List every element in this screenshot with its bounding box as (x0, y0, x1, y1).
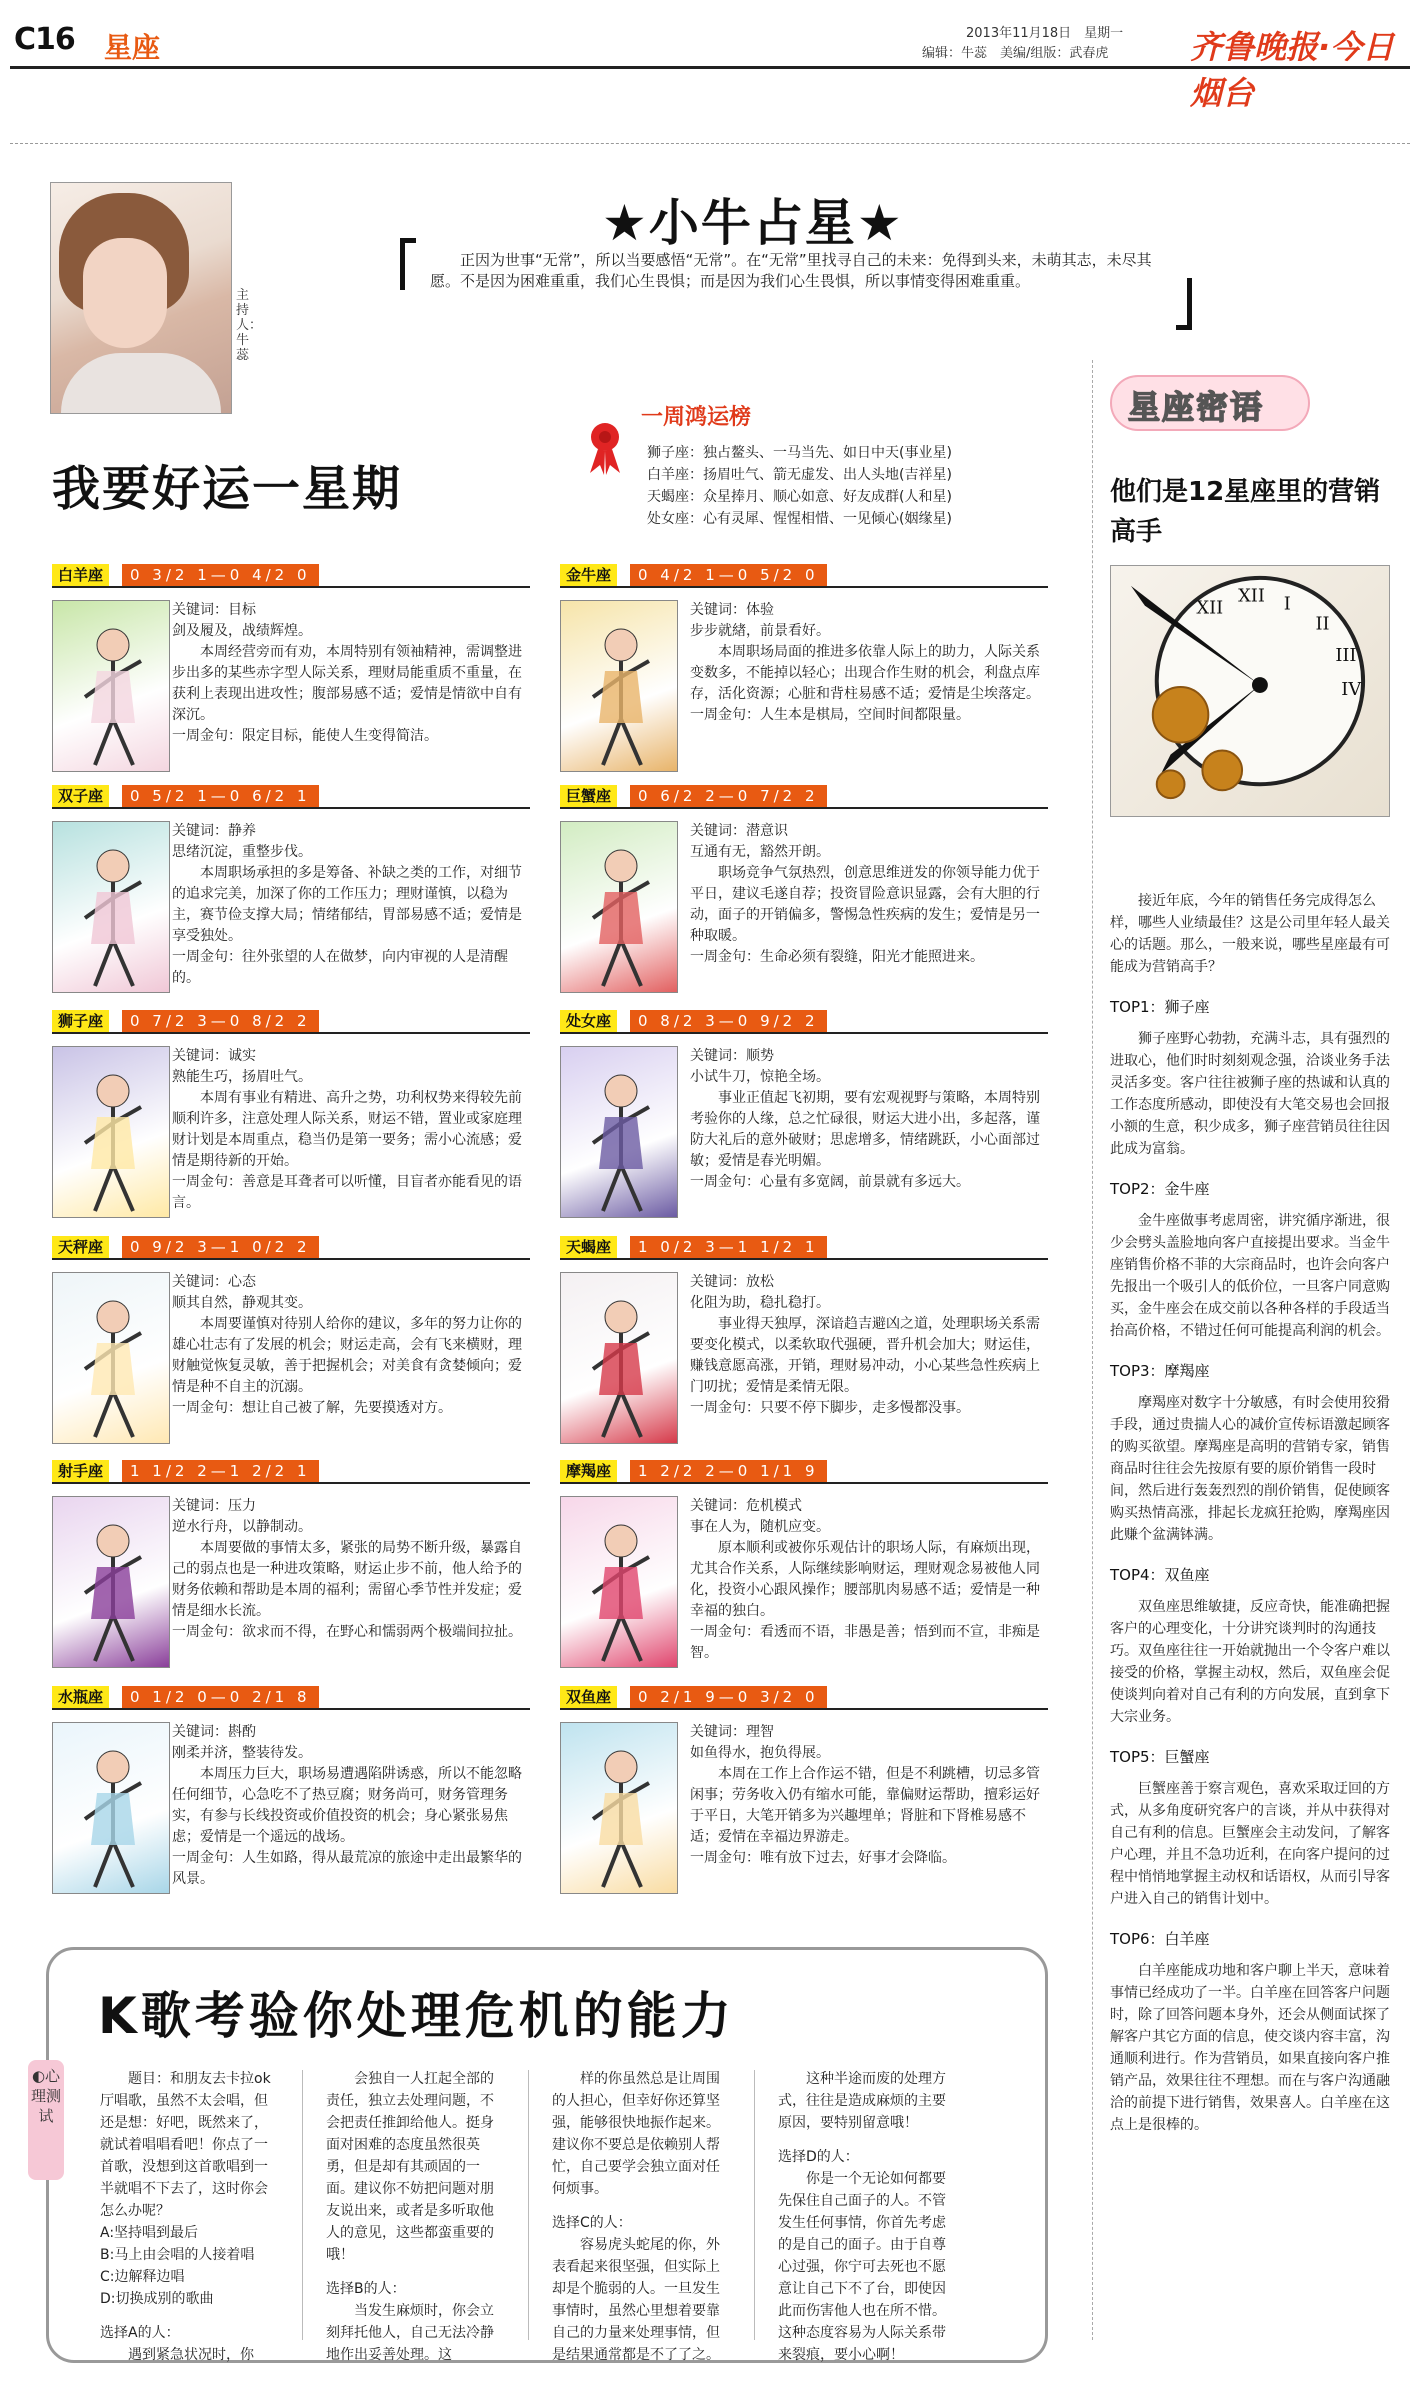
sign-keyword: 关键词：放松 (690, 1274, 774, 1290)
top-rank-title: TOP1：狮子座 (1110, 998, 1210, 1016)
ksong-paragraph: 样的你虽然总是让周围的人担心，但幸好你还算坚强，能够很快地振作起来。建议你不要总是依赖别人帮忙，自己要学会独立面对任何烦事。 (552, 2071, 720, 2197)
sign-block (560, 1686, 1048, 1866)
ranking-item: 天蝎座：众星捧月、顺心如意、好友成群(人和星) (647, 489, 952, 505)
page-number: C16 (14, 22, 75, 57)
sign-illustration (560, 600, 678, 772)
top-rank-title: TOP2：金牛座 (1110, 1180, 1210, 1198)
host-photo (50, 182, 232, 414)
sign-keyword: 关键词：目标 (172, 602, 256, 618)
host-face (83, 238, 167, 348)
ksong-column-divider (754, 2070, 755, 2340)
sign-body: 本周要做的事情太多，紧张的局势不断升级，暴露自己的弱点也是一种进攻策略，财运止步不前，他人给予的财务依赖和帮助是本周的福利；需留心季节性并发症；爱情是细水长流。 (172, 1540, 522, 1619)
sign-header (52, 1686, 530, 1710)
sign-keyword: 关键词：静养 (172, 823, 256, 839)
top-rank-title: TOP5：巨蟹座 (1110, 1748, 1210, 1766)
ksong-answer-heading: 选择C的人： (552, 2215, 632, 2231)
quote-bracket-left (400, 238, 416, 290)
sign-motto: 逆水行舟，以静制动。 (172, 1519, 312, 1535)
top-rank-title: TOP3：摩羯座 (1110, 1362, 1210, 1380)
sign-illustration (52, 1272, 170, 1444)
sign-forecast (690, 1722, 1048, 1869)
sign-block (560, 1236, 1048, 1416)
sign-forecast (172, 1272, 530, 1419)
top-rank-title: TOP4：双鱼座 (1110, 1566, 1210, 1584)
ksong-option: A:坚持唱到最后 (100, 2225, 199, 2241)
sign-quote: 一周金句：往外张望的人在做梦，向内审视的人是清醒的。 (172, 949, 508, 986)
sign-body: 本周有事业有精进、高升之势，功利权势来得较先前顺利许多，注意处理人际关系，财运不错，置业或家庭理财计划是本周重点，稳当仍是第一要务；需小心流感；爱情是期待新的开始。 (172, 1090, 522, 1169)
sign-keyword: 关键词：心态 (172, 1274, 256, 1290)
sign-name: 双子座 (52, 785, 109, 807)
ksong-paragraph: 题目：和朋友去卡拉ok厅唱歌，虽然不太会唱，但还是想：好吧，既然来了，就试着唱唱看吧！你点了一首歌，没想到这首歌唱到一半就唱不下去了，这时你会怎么办呢？ (100, 2071, 271, 2219)
sign-quote: 一周金句：限定目标，能使人生变得简洁。 (172, 728, 438, 744)
sign-block (52, 1236, 530, 1416)
sign-forecast (172, 821, 530, 989)
sign-date-range: 0 8/2 3—0 9/2 2 (630, 1010, 827, 1032)
ksong-option: B:马上由会唱的人接着唱 (100, 2247, 255, 2263)
sign-date-range: 1 1/2 2—1 2/2 1 (122, 1460, 319, 1482)
sign-header (560, 1460, 1048, 1484)
sign-illustration (52, 600, 170, 772)
quote-box (400, 238, 1192, 330)
sign-name: 水瓶座 (52, 1686, 109, 1708)
ksong-answer-heading: 选择D的人： (778, 2149, 859, 2165)
sign-illustration (560, 1272, 678, 1444)
sign-quote: 一周金句：欲求而不得，在野心和懦弱两个极端间拉扯。 (172, 1624, 522, 1640)
sign-keyword: 关键词：压力 (172, 1498, 256, 1514)
top-rank-title: TOP6：白羊座 (1110, 1930, 1210, 1948)
sign-forecast (172, 1496, 530, 1643)
ranking-item: 狮子座：独占鳌头、一马当先、如日中天(事业星) (647, 445, 952, 461)
psych-test-tag: ◐心理测试 (28, 2060, 64, 2180)
sign-quote: 一周金句：看透而不语，非愚是善；悟到而不宣，非痴是智。 (690, 1624, 1040, 1661)
sign-motto: 剑及履及，战绩辉煌。 (172, 623, 312, 639)
sign-body: 职场竞争气氛热烈，创意思维迸发的你领导能力优于平日，建议毛遂自荐；投资冒险意识显露，会有大胆的行动，面子的开销偏多，警惕急性疾病的发生；爱情是另一种取暖。 (690, 865, 1040, 944)
sign-quote: 一周金句：唯有放下过去，好事才会降临。 (690, 1850, 956, 1866)
sign-name: 天秤座 (52, 1236, 109, 1258)
clock-illustration (1110, 565, 1390, 817)
ksong-answer-heading: 选择A的人： (100, 2325, 180, 2341)
sign-body: 本周职场局面的推进多依靠人际上的助力，人际关系变数多，不能掉以轻心；出现合作生财的机会，利盘点库存，活化资源；心脏和背柱易感不适；爱情是尘埃落定。 (690, 644, 1040, 702)
sign-header (52, 564, 530, 588)
secret-article (1110, 890, 1396, 2136)
sign-motto: 小试牛刀，惊艳全场。 (690, 1069, 830, 1085)
ksong-option: D:切换成别的歌曲 (100, 2291, 214, 2307)
sign-date-range: 1 0/2 3—1 1/2 1 (630, 1236, 827, 1258)
sign-header (52, 785, 530, 809)
sign-keyword: 关键词：理智 (690, 1724, 774, 1740)
sign-illustration (560, 1496, 678, 1668)
section-name: 星座 (104, 31, 161, 64)
sign-forecast (172, 1046, 530, 1214)
secret-tag-text: 星座密语 (1128, 388, 1265, 426)
sign-name: 白羊座 (52, 564, 109, 586)
top-rank-text: 巨蟹座善于察言观色，喜欢采取迂回的方式，从多角度研究客户的言谈，并从中获得对自己有利的信息。巨蟹座会主动发问，了解客户心理，并且不急功近利，在向客户提问的过程中悄悄地掌握主动权和话语权，从而引导客户进入自己的销售计划中。 (1110, 1781, 1390, 1907)
sign-block (52, 785, 530, 986)
sign-body: 本周要谨慎对待别人给你的建议，多年的努力让你的雄心壮志有了发展的机会；财运走高，会有飞来横财，理财触觉恢复灵敏，善于把握机会；对美食有贪婪倾向；爱情是种不自主的沉溺。 (172, 1316, 522, 1395)
sign-date-range: 0 3/2 1—0 4/2 0 (122, 564, 319, 586)
ranking-heading: 一周鸿运榜 (641, 405, 752, 430)
sign-illustration (52, 1722, 170, 1894)
sign-name: 双鱼座 (560, 1686, 617, 1708)
sign-forecast (690, 1046, 1048, 1193)
sign-body: 本周压力巨大，职场易遭遇陷阱诱惑，所以不能忽略任何细节，心急吃不了热豆腐；财务尚可，财务管理务实，有参与长线投资或价值投资的机会；身心紧张易焦虑；爱情是一个遥远的战场。 (172, 1766, 522, 1845)
ranking-list (647, 442, 952, 530)
staff-credits: 编辑：牛蕊 美编/组版：武春虎 (922, 46, 1109, 61)
sign-keyword: 关键词：顺势 (690, 1048, 774, 1064)
sign-date-range: 0 1/2 0—0 2/1 8 (122, 1686, 319, 1708)
sign-illustration (52, 821, 170, 993)
sign-motto: 熟能生巧，扬眉吐气。 (172, 1069, 312, 1085)
host-label: 主持人：牛蕊 (236, 288, 263, 363)
sign-forecast (690, 1272, 1048, 1419)
sign-motto: 思绪沉淀，重整步伐。 (172, 844, 312, 860)
page-title: ★小牛占星★ (602, 194, 904, 252)
sign-quote: 一周金句：想让自己被了解，先要摸透对方。 (172, 1400, 452, 1416)
ksong-paragraph: 容易虎头蛇尾的你，外表看起来很坚强，但实际上却是个脆弱的人。一旦发生事情时，虽然心里想着要靠自己的力量来处理事情，但是结果通常都是不了了之。 (552, 2237, 720, 2363)
sign-body: 事业得天独厚，深谙趋吉避凶之道，处理职场关系需要变化模式，以柔软取代强硬，晋升机会加大；财运佳，赚钱意愿高涨，开销，理财易冲动，小心某些急性疾病上门叨扰；爱情是柔情无限。 (690, 1316, 1040, 1395)
ranking-item: 处女座：心有灵犀、惺惺相惜、一见倾心(姻缘星) (647, 511, 952, 527)
sign-header (560, 1236, 1048, 1260)
sign-forecast (172, 600, 530, 747)
ksong-paragraph: 当发生麻烦时，你会立刻拜托他人，自己无法冷静地作出妥善处理。这 (326, 2303, 494, 2363)
sign-block (560, 564, 1048, 723)
sign-date-range: 0 9/2 3—1 0/2 2 (122, 1236, 319, 1258)
quote-text: 正因为世事“无常”，所以当要感悟“无常”。在“无常”里找寻自己的未来：免得到头来，未萌其志，未尽其愿。不是因为困难重重，我们心生畏惧；而是因为我们心生畏惧，所以事情变得困难重重。 (430, 251, 1152, 290)
ksong-paragraph: 会独自一人扛起全部的责任，独立去处理问题，不会把责任推卸给他人。挺身面对困难的态度虽然很英勇，但是却有其顽固的一面。建议你不妨把问题对朋友说出来，或者是多听取他人的意见，这些都蛮重要的哦！ (326, 2071, 494, 2263)
ksong-title: K歌考验你处理危机的能力 (98, 1987, 735, 2045)
sign-motto: 顺其自然，静观其变。 (172, 1295, 312, 1311)
sign-illustration (52, 1496, 170, 1668)
sign-block (52, 1460, 530, 1640)
sign-body: 原本顺利或被你乐观估计的职场人际，有麻烦出现，尤其合作关系，人际继续影响财运，理财观念易被他人同化，投资小心跟风操作；腰部肌肉易感不适；爱情是一种幸福的独白。 (690, 1540, 1040, 1619)
sign-date-range: 0 2/1 9—0 3/2 0 (630, 1686, 827, 1708)
ribbon-bow-icon (580, 419, 630, 475)
sign-block (52, 1686, 530, 1887)
host-body (61, 353, 221, 414)
sign-date-range: 1 2/2 2—0 1/1 9 (630, 1460, 827, 1482)
ksong-option: C:边解释边唱 (100, 2269, 185, 2285)
ksong-column (778, 2068, 954, 2366)
sign-motto: 事在人为，随机应变。 (690, 1519, 830, 1535)
quote-bracket-right (1176, 278, 1192, 330)
sign-quote: 一周金句：善意是耳聋者可以听懂，目盲者亦能看见的语言。 (172, 1174, 522, 1211)
ksong-answer-heading: 选择B的人： (326, 2281, 406, 2297)
sign-forecast (690, 600, 1048, 726)
sign-body: 事业正值起飞初期，要有宏观视野与策略，本周特别考验你的人缘，总之忙碌很，财运大进小出，多起落，谨防大礼后的意外破财；思虑增多，情绪跳跃，小心面部过敏；爱情是春光明媚。 (690, 1090, 1040, 1169)
sign-body: 本周在工作上合作运不错，但是不利跳槽，切忌多管闲事；劳务收入仍有缩水可能，靠偏财运帮助，擅彩运好于平日，大笔开销多为兴趣埋单；肾脏和下肾椎易感不适；爱情在幸福边界游走。 (690, 1766, 1040, 1845)
sign-name: 狮子座 (52, 1010, 109, 1032)
svg-text:XII: XII (1238, 585, 1265, 607)
fortune-heading: 我要好运一星期 (52, 461, 403, 517)
divider-dashed (10, 143, 1410, 144)
sign-keyword: 关键词：危机模式 (690, 1498, 802, 1514)
secret-top-list (1110, 996, 1396, 2136)
sign-date-range: 0 7/2 3—0 8/2 2 (122, 1010, 319, 1032)
sign-name: 巨蟹座 (560, 785, 617, 807)
sign-quote: 一周金句：人生如路，得从最荒凉的旅途中走出最繁华的风景。 (172, 1850, 522, 1887)
sign-keyword: 关键词：潜意识 (690, 823, 788, 839)
svg-text:IV: IV (1341, 678, 1362, 700)
secret-title: 他们是12星座里的营销高手 (1110, 477, 1381, 547)
sign-keyword: 关键词：斟酌 (172, 1724, 256, 1740)
sign-date-range: 0 6/2 2—0 7/2 2 (630, 785, 827, 807)
sign-name: 射手座 (52, 1460, 109, 1482)
sign-quote: 一周金句：只要不停下脚步，走多慢都没事。 (690, 1400, 970, 1416)
sign-forecast (172, 1722, 530, 1890)
sign-quote: 一周金句：心量有多宽阔，前景就有多远大。 (690, 1174, 970, 1190)
column-divider (1092, 360, 1093, 2340)
sign-name: 金牛座 (560, 564, 617, 586)
newspaper-brand: 齐鲁晚报·今日烟台 (1190, 28, 1395, 112)
ksong-paragraph: 这种半途而废的处理方式，往往是造成麻烦的主要原因，要特别留意哦！ (778, 2071, 946, 2131)
sign-header (560, 1010, 1048, 1034)
sign-quote: 一周金句：生命必须有裂缝，阳光才能照进来。 (690, 949, 984, 965)
sign-header (560, 785, 1048, 809)
sign-illustration (560, 821, 678, 993)
sign-illustration (560, 1046, 678, 1218)
sign-block (560, 1460, 1048, 1661)
secret-intro: 接近年底，今年的销售任务完成得怎么样，哪些人业绩最佳？这是公司里年轻人最关心的话题。那么，一般来说，哪些星座最有可能成为营销高手？ (1110, 893, 1390, 975)
ksong-paragraph: 遇到紧急状况时，你 (128, 2347, 254, 2363)
sign-header (560, 564, 1048, 588)
ksong-column (100, 2068, 276, 2366)
svg-text:I: I (1283, 593, 1291, 615)
top-rank-text: 白羊座能成功地和客户聊上半天，意味着事情已经成功了一半。白羊座在回答客户问题时，除了回答问题本身外，还会从侧面试探了解客户其它方面的信息，使交谈内容丰富，沟通顺利进行。作为营销员，如果直接向客户推销产品，效果往往不理想。而在与客户沟通融洽的前提下进行销售，效果喜人。白羊座在这点上是很棒的。 (1110, 1963, 1390, 2133)
ksong-paragraph: 你是一个无论如何都要先保住自己面子的人。不管发生任何事情，你首先考虑的是自己的面子。由于自尊心过强，你宁可去死也不愿意让自己下不了台，即使因此而伤害他人也在所不惜。这种态度容易为人际关系带来裂痕，要小心啊！ (778, 2171, 946, 2363)
ksong-column-divider (302, 2070, 303, 2340)
header-rule (10, 66, 1410, 69)
sign-block (52, 564, 530, 744)
sign-quote: 一周金句：人生本是棋局，空间时间都限量。 (690, 707, 970, 723)
sign-forecast (690, 821, 1048, 968)
ksong-column (326, 2068, 502, 2366)
top-rank-text: 狮子座野心勃勃，充满斗志，具有强烈的进取心，他们时时刻刻观念强，洽谈业务手法灵活多变。客户往往被狮子座的热诚和认真的工作态度所感动，即使没有大笔交易也会回报小额的生意，积少成多，狮子座营销员往往因此成为富翁。 (1110, 1031, 1390, 1157)
sign-name: 处女座 (560, 1010, 617, 1032)
sign-block (560, 1010, 1048, 1190)
sign-illustration (560, 1722, 678, 1894)
sign-date-range: 0 5/2 1—0 6/2 1 (122, 785, 319, 807)
sign-header (560, 1686, 1048, 1710)
ranking-item: 白羊座：扬眉吐气、箭无虚发、出人头地(吉祥星) (647, 467, 952, 483)
sign-keyword: 关键词：诚实 (172, 1048, 256, 1064)
sign-name: 摩羯座 (560, 1460, 617, 1482)
sign-header (52, 1236, 530, 1260)
sign-header (52, 1010, 530, 1034)
top-rank-text: 双鱼座思维敏捷，反应奇快，能准确把握客户的心理变化，十分讲究谈判时的沟通技巧。双鱼座往往一开始就抛出一个令客户难以接受的价格，掌握主动权，然后，双鱼座会促使谈判向着对自己有利的方向发展，直到拿下大宗业务。 (1110, 1599, 1390, 1725)
sign-motto: 化阻为助，稳扎稳打。 (690, 1295, 830, 1311)
sign-keyword: 关键词：体验 (690, 602, 774, 618)
sign-date-range: 0 4/2 1—0 5/2 0 (630, 564, 827, 586)
svg-text:II: II (1315, 613, 1330, 635)
sign-motto: 如鱼得水，抱负得展。 (690, 1745, 830, 1761)
sign-illustration (52, 1046, 170, 1218)
sign-motto: 步步就緖，前景看好。 (690, 623, 830, 639)
svg-text:III: III (1335, 645, 1357, 667)
ksong-column (552, 2068, 728, 2366)
ksong-column-divider (528, 2070, 529, 2340)
sign-forecast (690, 1496, 1048, 1664)
top-rank-text: 摩羯座对数字十分敏感，有时会使用狡猾手段，通过贵揣人心的减价宣传标语激起顾客的购买欲望。摩羯座是高明的营销专家，销售商品时往往会先按原有要的原价销售一段时间，然后进行轰轰烈烈的削价销售，促使顾客购买热情高涨，排起长龙疯狂抢购，摩羯座因此赚个盆满钵满。 (1110, 1395, 1390, 1543)
sign-name: 天蝎座 (560, 1236, 617, 1258)
sign-body: 本周职场承担的多是筹备、补缺之类的工作，对细节的追求完美，加深了你的工作压力；理财谨慎，以稳为主，赛节俭支撑大局；情绪郁结，胃部易感不适；爱情是享受独处。 (172, 865, 522, 944)
sign-block (560, 785, 1048, 965)
sign-motto: 互通有无，豁然开朗。 (690, 844, 830, 860)
svg-text:XII: XII (1196, 597, 1224, 619)
sign-block (52, 1010, 530, 1211)
top-rank-text: 金牛座做事考虑周密，讲究循序渐进，很少会劈头盖脸地向客户直接提出要求。当金牛座销售价格不菲的大宗商品时，也许会向客户先报出一个吸引人的低价位，一旦客户同意购买，金牛座会在成交前以各种各样的手段适当抬高价格，不错过任何可能提高利润的机会。 (1110, 1213, 1390, 1339)
sign-header (52, 1460, 530, 1484)
sign-motto: 刚柔并济，整装待发。 (172, 1745, 312, 1761)
sign-body: 本周经营旁而有劝，本周特别有领袖精神，需调整进步出多的某些赤字型人际关系，理财局能重质不重量，在获利上表现出进攻性；腹部易感不适；爱情是情欲中自有深沉。 (172, 644, 522, 723)
issue-date: 2013年11月18日 星期一 (966, 26, 1124, 41)
